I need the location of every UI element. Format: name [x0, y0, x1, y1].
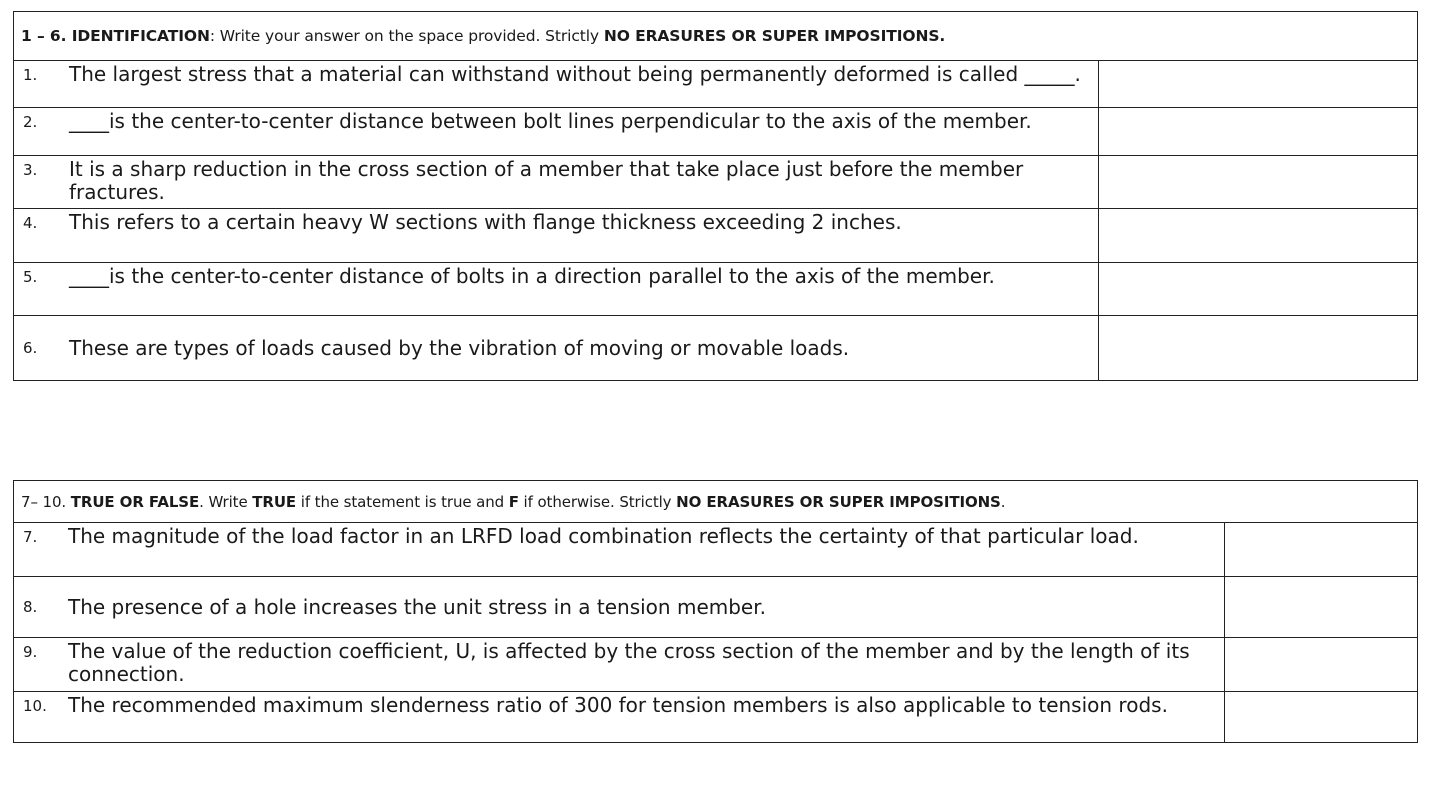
- identification-instruction: : Write your answer on the space provided. Strictly: [209, 27, 604, 45]
- true-false-instruction-b: if the statement is true and: [296, 492, 509, 511]
- true-false-end: .: [1000, 492, 1006, 511]
- false-word: F: [508, 492, 519, 511]
- true-false-title: TRUE OR FALSE: [70, 492, 200, 511]
- question-text: The magnitude of the load factor in an LRFD load combination reflects the certainty of that particular load.: [68, 524, 1139, 548]
- question-number: 7.: [23, 528, 38, 546]
- answer-box-7[interactable]: [1225, 523, 1417, 576]
- true-word: TRUE: [252, 492, 297, 511]
- question-row-2: [14, 108, 1417, 156]
- question-row-1: [14, 61, 1417, 108]
- question-number: 5.: [23, 268, 38, 286]
- question-row-3: [14, 156, 1417, 209]
- identification-section: [13, 11, 1418, 381]
- question-text: The value of the reduction coefficient, U, is affected by the cross section of the member and by the length of its connection.: [68, 639, 1190, 686]
- true-false-instruction-a: . Write: [199, 492, 253, 511]
- question-number: 1.: [23, 66, 38, 84]
- question-row-8: [14, 577, 1417, 638]
- question-row-5: [14, 263, 1417, 316]
- true-false-emphasis: NO ERASURES OR SUPER IMPOSITIONS: [676, 492, 1001, 511]
- identification-emphasis: NO ERASURES OR SUPER IMPOSITIONS.: [603, 27, 946, 45]
- answer-box-9[interactable]: [1225, 638, 1417, 691]
- question-number: 9.: [23, 643, 38, 661]
- answer-box-5[interactable]: [1099, 263, 1417, 315]
- question-row-4: [14, 209, 1417, 263]
- question-number: 4.: [23, 214, 38, 232]
- true-false-header: [14, 481, 1417, 523]
- question-number: 3.: [23, 161, 38, 179]
- question-row-6: [14, 316, 1417, 380]
- answer-box-4[interactable]: [1099, 209, 1417, 262]
- true-false-section: [13, 480, 1418, 743]
- answer-box-10[interactable]: [1225, 692, 1417, 742]
- true-false-instruction-c: if otherwise. Strictly: [518, 492, 677, 511]
- question-text: ____is the center-to-center distance of bolts in a direction parallel to the axis of the member.: [69, 264, 995, 288]
- identification-header: [14, 12, 1417, 61]
- question-text: This refers to a certain heavy W sections with flange thickness exceeding 2 inches.: [69, 210, 902, 234]
- answer-box-3[interactable]: [1099, 156, 1417, 208]
- question-row-7: [14, 523, 1417, 577]
- question-row-9: [14, 638, 1417, 692]
- true-false-range: 7– 10.: [21, 492, 71, 511]
- answer-box-2[interactable]: [1099, 108, 1417, 155]
- answer-box-1[interactable]: [1099, 61, 1417, 107]
- question-text: The largest stress that a material can withstand without being permanently deformed is called _____.: [69, 62, 1081, 86]
- question-row-10: [14, 692, 1417, 742]
- question-text: The presence of a hole increases the unit stress in a tension member.: [68, 594, 766, 619]
- identification-range: 1 – 6. IDENTIFICATION: [21, 27, 210, 45]
- question-text: These are types of loads caused by the vibration of moving or movable loads.: [69, 335, 850, 360]
- question-text: It is a sharp reduction in the cross section of a member that take place just before the member fractures.: [69, 157, 1024, 204]
- question-number: 6.: [23, 338, 38, 357]
- question-number: 8.: [23, 597, 38, 616]
- question-number: 10.: [23, 697, 47, 715]
- question-number: 2.: [23, 113, 38, 131]
- question-text: The recommended maximum slenderness ratio of 300 for tension members is also applicable to tension rods.: [68, 693, 1168, 717]
- question-text: ____is the center-to-center distance between bolt lines perpendicular to the axis of the member.: [69, 109, 1032, 133]
